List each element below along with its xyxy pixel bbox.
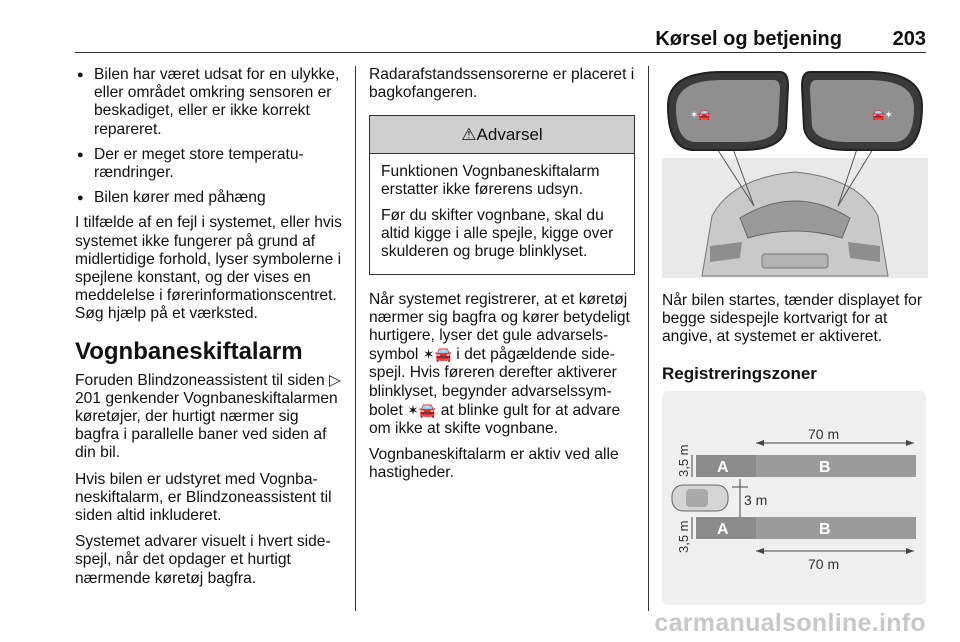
width-label-bottom: 3,5 m <box>676 520 691 553</box>
column-3 <box>662 66 930 605</box>
speeds-paragraph: Vognbaneskiftalarm er aktiv ved alle hastigheder. <box>369 446 619 482</box>
warning-title: Advarsel <box>476 125 543 145</box>
side-blind-zone-warning-icon: ✶🚘 <box>422 346 452 363</box>
column-divider <box>648 66 649 611</box>
intro-text-post: genkender Vognbaneskiftalarmen køretøjer, der hurtigt nærmer sig bagfra i parallelle baner ved siden af din bil. <box>75 389 338 462</box>
zone-b-label-bottom: B <box>819 520 831 538</box>
column-2 <box>369 66 635 491</box>
list-item: ● Der er meget store temperaturændringer. <box>75 146 343 182</box>
fault-paragraph: I tilfælde af en fejl i systemet, eller hvis systemet ikke fungerer på grund af midlertidige forhold, lyser symbolerne i spejlene konstant, og der vises en meddelelse i førerinformationscentret. Søg hjælp på et værksted. <box>75 214 342 323</box>
detect-text-pre: Når systemet registrerer, at et køretøj nærmer sig bagfra og kører betydeligt hurtigere, lyser det gule advarselssymbol <box>369 290 630 364</box>
page-number: 203 <box>892 28 926 50</box>
page-header-title: Kørsel og betjening <box>655 28 842 50</box>
warning-body <box>370 154 634 274</box>
equipped-paragraph: Hvis bilen er udstyret med Vognbaneskiftalarm, er Blindzoneassistent til siden altid inkluderet. <box>75 470 332 525</box>
subsection-heading: Registreringszoner <box>662 363 817 383</box>
zone-a-label-bottom: A <box>717 520 729 538</box>
header-rule <box>75 52 926 53</box>
zone-b-bottom <box>756 517 916 539</box>
zone-a-label-top: A <box>717 458 729 476</box>
detection-zones-diagram <box>662 391 926 605</box>
gap-label: 3 m <box>744 491 768 508</box>
svg-text:✶🚘: ✶🚘 <box>690 110 711 121</box>
distance-label-top: 70 m <box>808 425 840 442</box>
column-1 <box>75 66 343 596</box>
warns-paragraph: Systemet advarer visuelt i hvert sidespejl, når det opdager et hurtigt nærmende køretøj bagfra. <box>75 533 331 587</box>
start-paragraph: Når bilen startes, tænder displayet for begge sidespejle kortvarigt for at angive, at systemet er aktiveret. <box>662 292 923 346</box>
footer-watermark: carmanualsonline.info <box>654 609 926 637</box>
distance-label-bottom: 70 m <box>808 555 840 572</box>
warning-text: Funktionen Vognbaneskiftalarm erstatter ikke førerens udsyn. <box>381 162 600 198</box>
condition-list <box>75 66 343 207</box>
detect-text-end: at blinke gult for at advare om ikke at skifte vognbane. <box>369 401 621 438</box>
reference-page: 201 <box>75 389 102 407</box>
mirror-car-illustration <box>662 66 928 278</box>
sensors-paragraph: Radarafstandssensorerne er placeret i bagkofangeren. <box>369 66 635 102</box>
width-label-top: 3,5 m <box>676 444 691 477</box>
list-item: ● Bilen kører med påhæng <box>75 189 343 207</box>
side-blind-zone-warning-icon: ✶🚘 <box>407 401 437 418</box>
detect-paragraph <box>369 291 635 439</box>
column-divider <box>355 66 356 611</box>
zone-b-label-top: B <box>819 458 831 476</box>
warning-text: Før du skifter vognbane, skal du altid kigge i alle spejle, kigge over skulderen og bruge blinklyset. <box>381 207 614 261</box>
intro-paragraph <box>75 372 343 463</box>
list-item: ● Bilen har været udsat for en ulykke, eller området omkring sensoren er beskadiget, eller er ikke korrekt repareret. <box>75 66 343 139</box>
detect-text-post: i det pågældende sidespejl. Hvis føreren derefter aktiverer blinklyset, begynder advarselssymbolet <box>369 346 617 419</box>
warning-triangle-icon: ⚠ <box>461 125 477 145</box>
intro-text-pre: Foruden Blindzoneassistent til siden <box>75 371 325 389</box>
svg-text:🚘✶: 🚘✶ <box>872 110 893 121</box>
zone-b-top <box>756 455 916 477</box>
warning-box <box>369 115 635 274</box>
reference-arrow-icon: ▷ <box>329 371 341 389</box>
warning-header <box>370 116 634 153</box>
section-heading: Vognbaneskiftalarm <box>75 337 303 365</box>
